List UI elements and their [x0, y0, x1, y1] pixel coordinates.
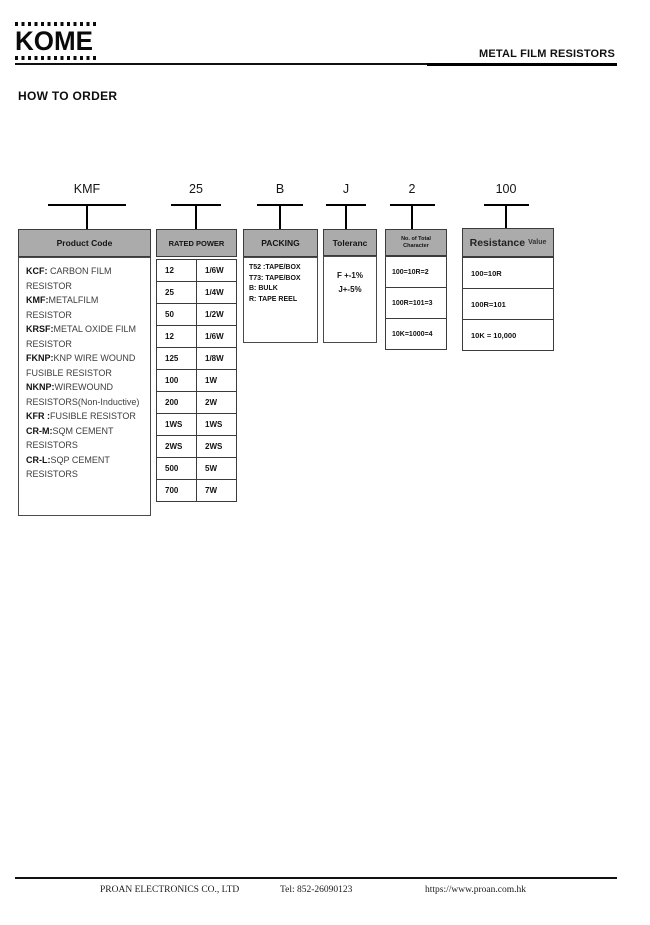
product-code-list [18, 257, 151, 516]
tolerance-line: F +-1% [336, 271, 363, 280]
resistance-header-sub: Value [528, 239, 547, 246]
rated-power-watt-cell: 1/6W [205, 266, 224, 275]
rated-power-watt-cell: 1/8W [205, 354, 224, 363]
char-count-row: 100R=101=3 [385, 287, 447, 319]
rated-power-row [156, 457, 237, 480]
product-code-item: KCF: CARBON FILM RESISTOR [26, 266, 112, 291]
tolerance-header: Toleranc [323, 229, 377, 256]
logo-text: KOME [15, 25, 93, 57]
packing-line: R: TAPE REEL [249, 295, 298, 303]
connector-char-count-drop [411, 204, 413, 229]
rated-power-code-cell: 100 [157, 370, 197, 391]
rated-power-header: RATED POWER [156, 229, 237, 257]
char-count-row: 100=10R=2 [385, 256, 447, 288]
doc-title: METAL FILM RESISTORS [478, 48, 615, 60]
rated-power-code-cell: 2WS [157, 436, 197, 457]
packing-line: B: BULK [249, 285, 278, 292]
packing-line: T52 :TAPE/BOX [249, 264, 301, 271]
rated-power-row [156, 325, 237, 348]
rated-power-row [156, 479, 237, 502]
resistance-header [462, 228, 554, 257]
connector-resistance-drop [505, 204, 507, 229]
rated-power-code-cell: 200 [157, 392, 197, 413]
rated-power-code-cell: 1WS [157, 414, 197, 435]
rated-power-watt-cell: 1WS [205, 420, 223, 429]
rated-power-row [156, 435, 237, 458]
char-count-row: 10K=1000=4 [385, 318, 447, 350]
char-count-header-line1: No. of Total [401, 235, 431, 242]
rated-power-code-cell: 25 [157, 282, 197, 303]
rated-power-code-cell: 700 [157, 480, 197, 501]
rated-power-row [156, 413, 237, 436]
product-code-item: NKNP:WIREWOUND RESISTORS(Non-Inductive) [26, 382, 140, 407]
rated-power-code-cell: 12 [157, 326, 197, 347]
product-code-item: KFR :FUSIBLE RESISTOR [26, 411, 136, 421]
product-code-item: CR-M:SQM CEMENT RESISTORS [26, 425, 114, 450]
footer-company: PROAN ELECTRONICS CO., LTD [100, 885, 240, 895]
product-code-header: Product Code [18, 229, 151, 257]
rated-power-code-cell: 12 [157, 260, 197, 281]
kome-logo [15, 22, 99, 60]
rated-power-row [156, 391, 237, 414]
resistance-header-main: Resistance [469, 236, 526, 249]
footer-tel: Tel: 852-26090123 [280, 885, 353, 895]
code-label-packing: B [275, 182, 285, 196]
code-label-resistance: 100 [495, 182, 517, 196]
resistance-row: 100=10R [462, 257, 554, 289]
char-count-rows [385, 256, 447, 350]
rated-power-row [156, 281, 237, 304]
code-label-char-count: 2 [408, 182, 416, 196]
rated-power-row [156, 259, 237, 282]
footer-website: https://www.proan.com.hk [425, 885, 526, 895]
page-title: HOW TO ORDER [18, 89, 118, 103]
char-count-header [385, 229, 447, 256]
rated-power-code-cell: 500 [157, 458, 197, 479]
rated-power-watt-cell: 1W [205, 376, 217, 385]
rated-power-watt-cell: 1/2W [205, 310, 224, 319]
connector-rated-power-drop [195, 204, 197, 229]
connector-tolerance-drop [345, 204, 347, 229]
rated-power-code-cell: 50 [157, 304, 197, 325]
rated-power-watt-cell: 1/4W [205, 288, 224, 297]
resistance-row: 10K = 10,000 [462, 319, 554, 351]
code-label-product: KMF [73, 182, 101, 196]
product-code-item: FKNP:KNP WIRE WOUND FUSIBLE RESISTOR [26, 353, 136, 378]
resistance-rows [462, 257, 554, 351]
tolerance-line: J+-5% [338, 285, 362, 294]
doc-title-underline [427, 63, 617, 66]
rated-power-watt-cell: 2W [205, 398, 217, 407]
footer-rule [15, 877, 617, 879]
rated-power-row [156, 303, 237, 326]
rated-power-watt-cell: 5W [205, 464, 217, 473]
resistance-row: 100R=101 [462, 288, 554, 320]
packing-line: T73: TAPE/BOX [249, 274, 301, 282]
rated-power-row [156, 369, 237, 392]
rated-power-watt-cell: 7W [205, 486, 217, 495]
rated-power-table [156, 259, 237, 502]
packing-list [243, 257, 318, 343]
code-label-rated-power: 25 [189, 182, 203, 196]
packing-header: PACKING [243, 229, 318, 257]
rated-power-watt-cell: 1/6W [205, 332, 224, 341]
code-label-tolerance: J [342, 182, 350, 196]
connector-product-drop [86, 204, 88, 229]
connector-packing-drop [279, 204, 281, 229]
tolerance-list [323, 256, 377, 343]
rated-power-row [156, 347, 237, 370]
rated-power-watt-cell: 2WS [205, 442, 223, 451]
product-code-item: KMF:METALFILM RESISTOR [26, 295, 99, 320]
logo-dots-bottom-icon [15, 56, 99, 60]
product-code-item: KRSF:METAL OXIDE FILM RESISTOR [26, 324, 137, 349]
rated-power-code-cell: 125 [157, 348, 197, 369]
product-code-item: CR-L:SQP CEMENT RESISTORS [26, 454, 110, 479]
char-count-header-line2: Character [403, 242, 429, 249]
